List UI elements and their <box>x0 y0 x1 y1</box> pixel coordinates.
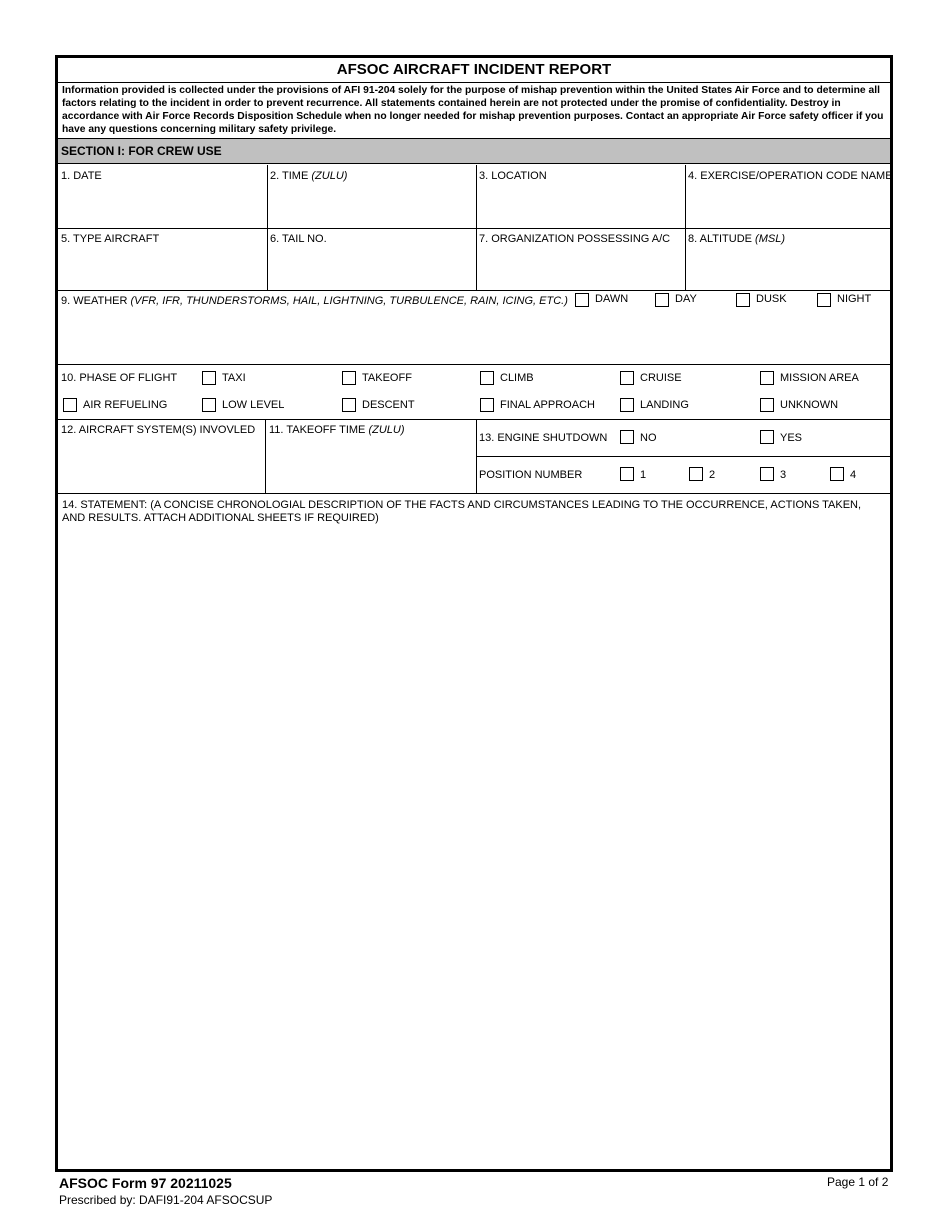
type-aircraft-field[interactable] <box>61 233 159 246</box>
descent-checkbox[interactable] <box>342 398 356 412</box>
statement-field[interactable] <box>62 499 882 525</box>
landing-checkbox[interactable] <box>620 398 634 412</box>
exercise-code-label: 4. EXERCISE/OPERATION CODE NAME <box>688 170 893 182</box>
weather-field[interactable] <box>61 295 568 308</box>
type-aircraft-label: 5. TYPE AIRCRAFT <box>61 233 160 245</box>
time-unit: (ZULU) <box>311 170 348 182</box>
day-label: DAY <box>675 293 697 305</box>
date-field[interactable] <box>61 170 102 183</box>
dawn-checkbox[interactable] <box>575 293 589 307</box>
position-2-label: 2 <box>709 469 716 481</box>
engine-no-checkbox[interactable] <box>620 430 634 444</box>
aircraft-systems-label: 12. AIRCRAFT SYSTEM(S) INVOVLED <box>61 424 256 436</box>
privacy-notice: Information provided is collected under the provisions of AFI 91-204 solely for the purpose of mishap prevention within the United States Air Force and to determine all factors relating to the incident in order to prevent recurrence. All statements contained herein are not protected under the promise of confidentiality. Destroy in accordance with Air Force Records Disposition Schedule when no longer needed for mishap prevention purposes. Contact an appropriate Air Force safety officer if you have any questions concerning military safety privilege. <box>62 85 884 135</box>
altitude-label: 8. ALTITUDE <box>688 233 752 245</box>
cruise-checkbox[interactable] <box>620 371 634 385</box>
location-label: 3. LOCATION <box>479 170 547 182</box>
takeoff-label: TAKEOFF <box>362 372 412 384</box>
exercise-code-field[interactable] <box>688 170 893 183</box>
time-field[interactable] <box>270 170 347 183</box>
mission-area-checkbox[interactable] <box>760 371 774 385</box>
position-4-label: 4 <box>850 469 857 481</box>
divider <box>265 419 266 493</box>
air-refueling-checkbox[interactable] <box>63 398 77 412</box>
unknown-label: UNKNOWN <box>780 399 839 411</box>
night-checkbox[interactable] <box>817 293 831 307</box>
taxi-checkbox[interactable] <box>202 371 216 385</box>
cruise-label: CRUISE <box>640 372 682 384</box>
position-4-checkbox[interactable] <box>830 467 844 481</box>
engine-yes-checkbox[interactable] <box>760 430 774 444</box>
engine-shutdown-label: 13. ENGINE SHUTDOWN <box>479 432 608 444</box>
divider <box>58 290 890 291</box>
divider <box>685 165 686 290</box>
incident-report-form <box>55 55 893 1172</box>
statement-label: 14. STATEMENT: (A CONCISE CHRONOLOGIAL DESCRIPTION OF THE FACTS AND CIRCUMSTANCES LEADING TO THE OCCURRENCE, ACTIONS TAKEN, AND RESULTS. ATTACH ADDITIONAL SHEETS IF REQUIRED) <box>62 499 862 524</box>
position-1-checkbox[interactable] <box>620 467 634 481</box>
dawn-label: DAWN <box>595 293 629 305</box>
final-approach-checkbox[interactable] <box>480 398 494 412</box>
takeoff-time-unit: (ZULU) <box>368 424 405 436</box>
divider <box>267 165 268 290</box>
form-title: AFSOC AIRCRAFT INCIDENT REPORT <box>58 58 890 83</box>
section-header: SECTION I: FOR CREW USE <box>58 138 890 164</box>
descent-label: DESCENT <box>362 399 415 411</box>
altitude-unit: (MSL) <box>755 233 785 245</box>
form-id: AFSOC Form 97 20211025 <box>59 1175 232 1191</box>
unknown-checkbox[interactable] <box>760 398 774 412</box>
organization-field[interactable] <box>479 233 670 246</box>
tail-no-field[interactable] <box>270 233 327 246</box>
engine-no-label: NO <box>640 432 657 444</box>
prescribed-by: Prescribed by: DAFI91-204 AFSOCSUP <box>59 1193 273 1207</box>
low-level-checkbox[interactable] <box>202 398 216 412</box>
position-3-checkbox[interactable] <box>760 467 774 481</box>
takeoff-time-field[interactable] <box>269 424 405 437</box>
aircraft-systems-field[interactable] <box>61 424 255 437</box>
final-approach-label: FINAL APPROACH <box>500 399 595 411</box>
weather-label: 9. WEATHER <box>61 295 128 307</box>
organization-label: 7. ORGANIZATION POSSESSING A/C <box>479 233 671 245</box>
divider <box>58 419 890 420</box>
landing-label: LANDING <box>640 399 689 411</box>
altitude-field[interactable] <box>688 233 785 246</box>
divider <box>58 493 890 494</box>
divider <box>476 165 477 290</box>
divider <box>58 228 890 229</box>
position-3-label: 3 <box>780 469 787 481</box>
position-number-label: POSITION NUMBER <box>479 469 583 481</box>
divider <box>58 364 890 365</box>
location-field[interactable] <box>479 170 547 183</box>
takeoff-time-label: 11. TAKEOFF TIME <box>269 424 366 436</box>
day-checkbox[interactable] <box>655 293 669 307</box>
engine-yes-label: YES <box>780 432 803 444</box>
mission-area-label: MISSION AREA <box>780 372 859 384</box>
divider <box>476 419 477 493</box>
dusk-checkbox[interactable] <box>736 293 750 307</box>
time-label: 2. TIME <box>270 170 309 182</box>
dusk-label: DUSK <box>756 293 787 305</box>
position-1-label: 1 <box>640 469 647 481</box>
climb-label: CLIMB <box>500 372 534 384</box>
night-label: NIGHT <box>837 293 872 305</box>
date-label: 1. DATE <box>61 170 102 182</box>
page-number: Page 1 of 2 <box>827 1175 889 1189</box>
position-2-checkbox[interactable] <box>689 467 703 481</box>
phase-label: 10. PHASE OF FLIGHT <box>61 372 178 384</box>
weather-hint: (VFR, IFR, THUNDERSTORMS, HAIL, LIGHTNING, TURBULENCE, RAIN, ICING, ETC.) <box>130 295 568 307</box>
taxi-label: TAXI <box>222 372 246 384</box>
tail-no-label: 6. TAIL NO. <box>270 233 327 245</box>
divider <box>476 456 890 457</box>
climb-checkbox[interactable] <box>480 371 494 385</box>
low-level-label: LOW LEVEL <box>222 399 285 411</box>
air-refueling-label: AIR REFUELING <box>83 399 168 411</box>
takeoff-checkbox[interactable] <box>342 371 356 385</box>
